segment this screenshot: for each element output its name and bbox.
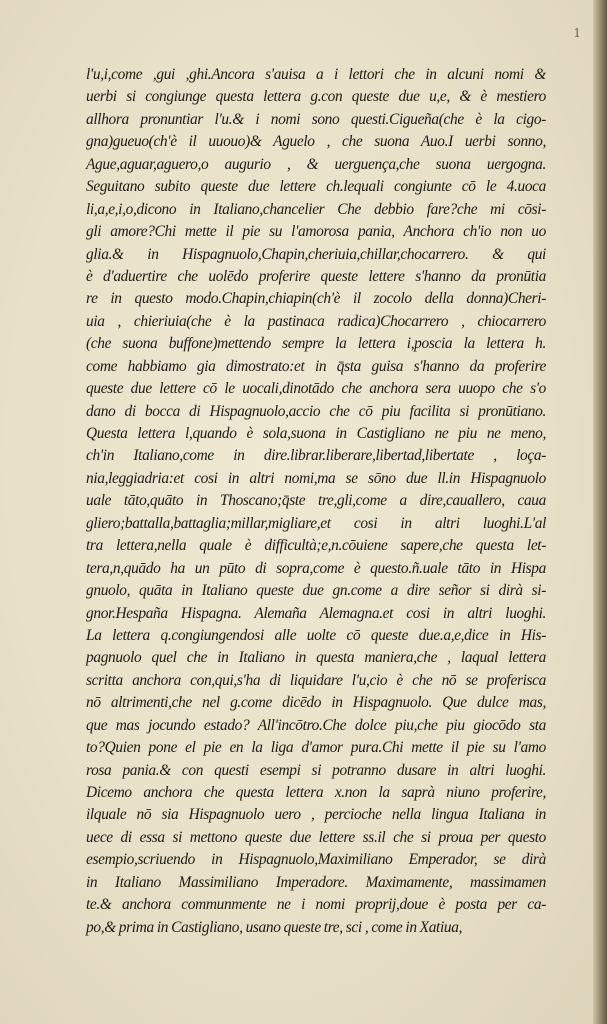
text-line: allhora pronuntiar l'u.& i nomi sono questi.Cigueña(che è la cigo- xyxy=(86,110,546,128)
page-text-block xyxy=(86,64,546,939)
text-line: glia.& in Hispagnuolo,Chapin,cheriuia,chillar,chocarrero. & qui xyxy=(86,245,546,263)
text-line: è d'aduertire che uolēdo proferire queste lettere s'hanno da pronūtia xyxy=(86,267,546,285)
text-line: uia , chieriuia(che è la pastinaca radica)Chocarrero , chiocarrero xyxy=(86,312,546,330)
text-line: rosa pania.& con questi esempi si potranno dusare in altri luoghi. xyxy=(86,761,546,779)
text-line: uale tāto,quāto in Thoscano;q̄ste tre,gli,come a dire,cauallero, caua xyxy=(86,492,546,510)
page-binding-edge xyxy=(593,0,607,1024)
text-line: tra lettera,nella quale è difficultà;e,n.cōuiene sapere,che questa let- xyxy=(86,537,546,555)
text-line: tera,n,quādo ha un pūto di sopra,come è questo.ñ.uale tāto in Hispa xyxy=(86,559,546,577)
text-line: re in questo modo.Chapin,chiapin(ch'è il zocolo della donna)Cheri- xyxy=(86,290,546,308)
text-line: uerbi si congiunge questa lettera g.con queste due u,e, & è mestiero xyxy=(86,88,546,106)
text-line: ch'in Italiano,come in dire.librar.liberare,libertad,libertate , loça- xyxy=(86,447,546,465)
text-line: esempio,scriuendo in Hispagnuolo,Maximiliano Emperador, se dirà xyxy=(86,851,546,869)
page-corner-mark: 1 xyxy=(573,26,581,40)
text-line: gliero;battalla,battaglia;millar,migliare,et cosi in altri luoghi.L'al xyxy=(86,514,546,532)
text-line: in Italiano Massimiliano Imperadore. Maximamente, massimamen xyxy=(86,873,546,891)
text-line: (che suona buffone)mettendo sempre la lettera i,poscia la lettera h. xyxy=(86,335,546,353)
text-line: gna)gueuo(ch'è il uuouo)& Aguelo , che suona Auo.I uerbi sonno, xyxy=(86,133,546,151)
text-line: ilquale nō sia Hispagnuolo uero , percioche nella lingua Italiana in xyxy=(86,806,546,824)
text-line: Ague,aguar,aguero,o augurio , & uerguença,che suona uergogna. xyxy=(86,155,546,173)
text-line: Dicemo anchora che questa lettera x.non la saprà niuno proferire, xyxy=(86,784,546,801)
text-line: La lettera q.congiungendosi alle uolte cō queste due.a,e,dice in His- xyxy=(86,626,546,644)
text-line: scritta anchora con,qui,s'ha di liquidare l'u,cio è che nō se proferisca xyxy=(86,671,546,689)
text-line: to?Quien pone el pie en la liga d'amor pura.Chi mette il pie su l'amo xyxy=(86,739,546,757)
text-line: Seguitano subito queste due lettere ch.lequali congiunte cō le 4.uoca xyxy=(86,178,546,196)
text-line: gli amore?Chi mette il pie su l'amorosa pania, Anchora ch'io non uo xyxy=(86,223,546,241)
text-line: te.& anchora communmente ne i nomi proprij,doue è posta per ca- xyxy=(86,896,546,914)
text-line: Questa lettera l,quando è sola,suona in Castigliano ne piu ne meno, xyxy=(86,425,546,442)
text-line: nō altrimenti,che nel g.come dicēdo in Hispagnuolo. Que dulce mas, xyxy=(86,694,546,712)
text-line: gnuolo, quāta in Italiano queste due gn.come a dire señor si dirà si- xyxy=(86,582,546,600)
text-line: po,& prima in Castigliano, usano queste tre, sci , come in Xatiua, xyxy=(86,918,463,936)
text-line: dano di bocca di Hispagnuolo,accio che cō piu facilita si pronūtiano. xyxy=(86,402,546,420)
text-line: l'u,i,come ,gui ,ghi.Ancora s'auisa a i lettori che in alcuni nomi & xyxy=(86,66,546,83)
text-line: queste due lettere cō le uocali,dinotādo che anchora sera uuopo che s'o xyxy=(86,380,546,398)
text-line: nia,leggiadria:et cosi in altri nomi,ma se sōno due ll.in Hispagnuolo xyxy=(86,469,546,487)
text-line: come habbiamo gia dimostrato:et in q̄sta guisa s'hanno da proferire xyxy=(86,357,546,375)
text-line: que mas jocundo estado? All'incōtro.Che dolce piu,che piu giocōdo sta xyxy=(86,716,546,734)
text-line: uece di essa si mettono queste due lettere ss.il che si proua per questo xyxy=(86,828,546,846)
text-line: li,a,e,i,o,dicono in Italiano,chancelier Che debbio fare?che mi cōsi- xyxy=(86,200,546,218)
text-line: gnor.Hespaña Hispagna. Alemaña Alemagna.et cosi in altri luoghi. xyxy=(86,604,546,622)
text-line: pagnuolo quel che in Italiano in questa maniera,che , laqual lettera xyxy=(86,649,546,667)
